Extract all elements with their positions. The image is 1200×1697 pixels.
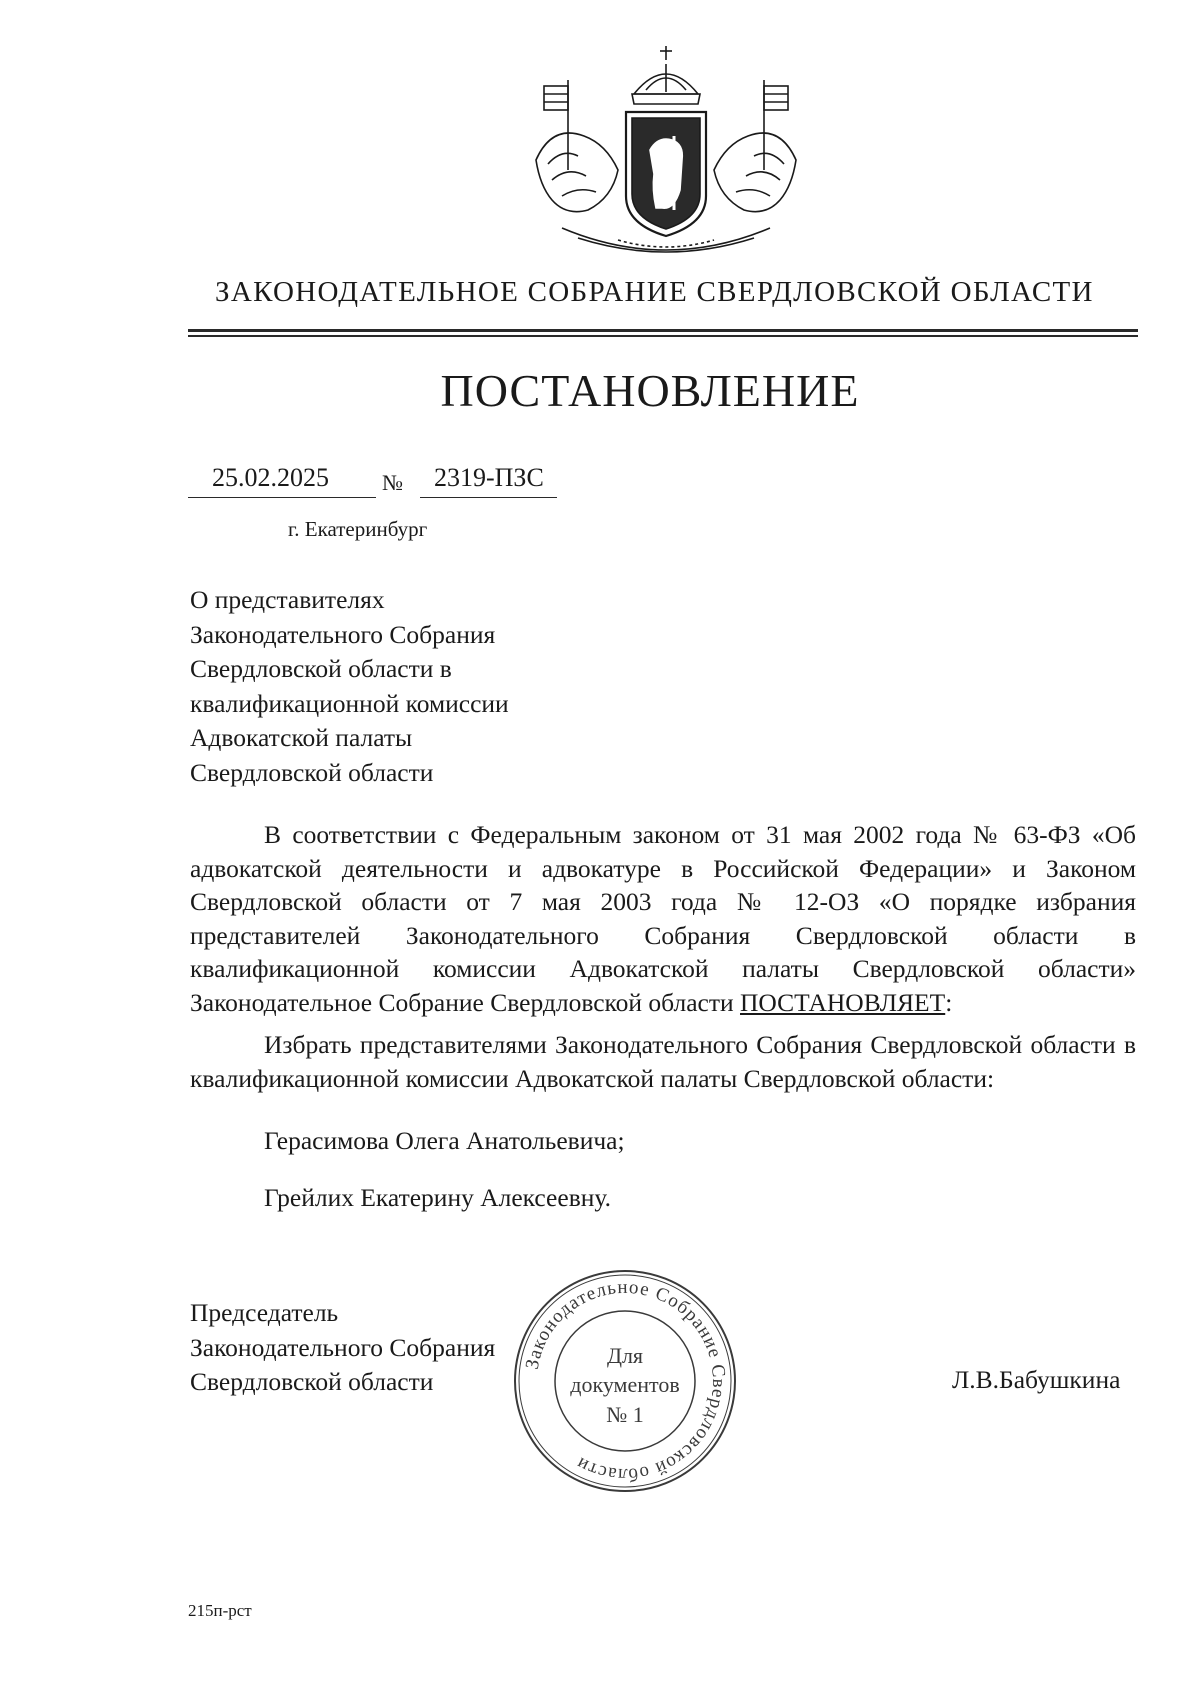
- seal-ring-text: Законодательное Собрание Свердловской области: [521, 1276, 730, 1486]
- preamble-paragraph: [190, 818, 1136, 1019]
- subject-line: Законодательного Собрания: [190, 619, 496, 649]
- flag-right: [764, 86, 788, 110]
- document-type-heading: ПОСТАНОВЛЕНИЕ: [440, 365, 860, 416]
- coat-of-arms-emblem: [522, 40, 810, 268]
- elected-name: Герасимова Олега Анатольевича;: [264, 1126, 625, 1155]
- resolution-paragraph: Избрать представителями Законодательного Собрания Свердловской области в квалификационной комиссии Адвокатской палаты Свердловской области:: [190, 1030, 1136, 1093]
- organization-title: ЗАКОНОДАТЕЛЬНОЕ СОБРАНИЕ СВЕРДЛОВСКОЙ ОБЛАСТИ: [215, 276, 1094, 308]
- signer-name: Л.В.Бабушкина: [952, 1365, 1121, 1394]
- decree-word: ПОСТАНОВЛЯЕТ: [740, 987, 946, 1017]
- seal-center-line: документов: [570, 1372, 680, 1397]
- elected-names-list: [264, 1124, 625, 1237]
- flag-left: [544, 86, 568, 110]
- footer-code: 215п-рст: [188, 1601, 252, 1620]
- document-subject: [190, 583, 509, 790]
- subject-line: О представителях: [190, 585, 385, 614]
- subject-line: Адвокатской палаты: [190, 723, 413, 752]
- decree-punctuation: :: [945, 987, 953, 1017]
- official-seal: [510, 1266, 740, 1496]
- elected-name: Грейлих Екатерину Алексеевну.: [264, 1182, 611, 1212]
- subject-line: Свердловской области: [190, 757, 434, 787]
- number-sign: №: [382, 470, 403, 495]
- seal-center-line: № 1: [606, 1402, 644, 1427]
- subject-line: Свердловской области в: [190, 654, 452, 683]
- signer-position-line: Председатель: [190, 1298, 339, 1327]
- preamble-text: В соответствии с Федеральным законом от 31 мая 2002 года № 63-ФЗ «Об адвокатской деятельности и адвокатуре в Российской Федерации» и Законом Свердловской области от 7 мая 2003 года № 12-ОЗ «О порядке избрания представителей Законодательного Собрания Свердловской области в квалификационной комиссии Адвокатской палаты Свердловской области» Законодательное Собрание Свердловской области: [190, 820, 1136, 1017]
- signer-position-line: Законодательного Собрания: [190, 1332, 496, 1362]
- seal-center-line: Для: [606, 1343, 644, 1368]
- bear-icon: [650, 139, 682, 208]
- document-city: г. Екатеринбург: [288, 517, 428, 541]
- header-divider-thin: [188, 335, 1138, 337]
- signer-position-line: Свердловской области: [190, 1367, 434, 1396]
- document-date: 25.02.2025: [212, 463, 329, 492]
- document-number: 2319-ПЗС: [434, 463, 544, 492]
- signer-position: [190, 1296, 495, 1400]
- subject-line: квалификационной комиссии: [190, 688, 509, 718]
- date-underline: [188, 497, 376, 498]
- document-body: [190, 818, 1136, 1095]
- number-underline: [420, 497, 557, 498]
- header-divider-thick: [188, 329, 1138, 332]
